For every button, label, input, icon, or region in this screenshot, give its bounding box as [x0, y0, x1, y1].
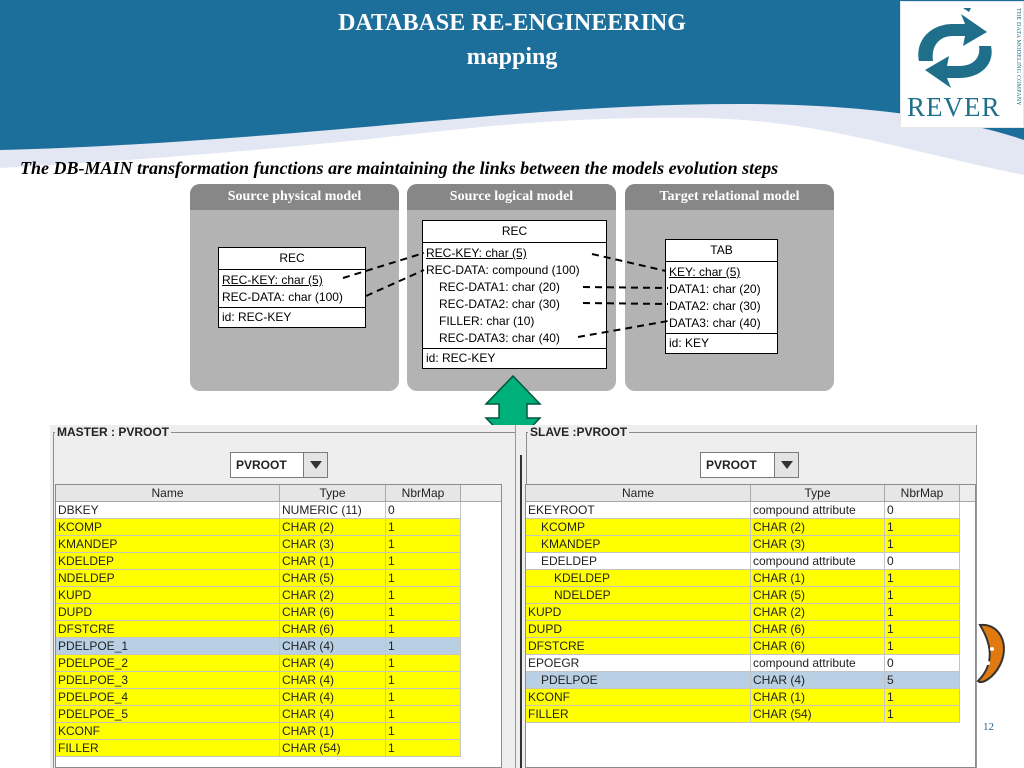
table-row[interactable]: [56, 553, 501, 570]
entity-identifier: id: REC-KEY: [222, 310, 292, 324]
table-row[interactable]: [526, 519, 975, 536]
cell-name: PDELPOE_1: [56, 638, 280, 655]
cell-name: NDELDEP: [56, 570, 280, 587]
cell-nbrmap: 1: [386, 638, 461, 655]
cell-nbrmap: 1: [386, 689, 461, 706]
slave-combo-button[interactable]: [774, 453, 798, 477]
table-row[interactable]: [56, 638, 501, 655]
cell-nbrmap: 1: [885, 689, 960, 706]
cell-type: CHAR (5): [280, 570, 386, 587]
cell-name: PDELPOE: [526, 672, 751, 689]
entity-name: TAB: [666, 240, 777, 262]
cell-name: KUPD: [526, 604, 751, 621]
cell-name: PDELPOE_3: [56, 672, 280, 689]
column-header-filler: [960, 485, 975, 502]
table-row[interactable]: [526, 570, 975, 587]
row-filler: [960, 706, 975, 723]
row-filler: [461, 502, 501, 519]
cell-name: DUPD: [56, 604, 280, 621]
slave-table-body: [526, 502, 975, 723]
cell-type: CHAR (2): [751, 604, 885, 621]
row-filler: [461, 536, 501, 553]
column-header-nbrmap[interactable]: NbrMap: [386, 485, 461, 502]
cell-name: DUPD: [526, 621, 751, 638]
entity-identifier: id: KEY: [669, 336, 710, 350]
cell-type: CHAR (4): [280, 638, 386, 655]
cell-name: NDELDEP: [526, 587, 751, 604]
cell-type: CHAR (3): [751, 536, 885, 553]
master-label: MASTER : PVROOT: [57, 425, 170, 439]
table-row[interactable]: [526, 553, 975, 570]
cell-type: CHAR (1): [280, 553, 386, 570]
cell-nbrmap: 1: [885, 587, 960, 604]
row-filler: [461, 553, 501, 570]
attribute-row: KEY: char (5): [669, 265, 741, 279]
table-row[interactable]: [56, 621, 501, 638]
row-filler: [461, 621, 501, 638]
master-table: [55, 484, 502, 768]
cell-nbrmap: 1: [386, 672, 461, 689]
cell-type: CHAR (4): [280, 672, 386, 689]
row-filler: [461, 689, 501, 706]
cell-name: KMANDEP: [526, 536, 751, 553]
cell-nbrmap: 1: [386, 570, 461, 587]
table-row[interactable]: [56, 519, 501, 536]
column-header-type[interactable]: Type: [751, 485, 885, 502]
table-row[interactable]: [56, 536, 501, 553]
cell-name: KCOMP: [56, 519, 280, 536]
cell-type: CHAR (54): [751, 706, 885, 723]
attribute-row: REC-KEY: char (5): [426, 246, 527, 260]
attribute-row: REC-DATA2: char (30): [439, 297, 560, 311]
table-row[interactable]: [526, 502, 975, 519]
table-row[interactable]: [526, 621, 975, 638]
row-filler: [960, 536, 975, 553]
row-filler: [461, 519, 501, 536]
panel-header: Source logical model: [407, 184, 616, 210]
slide-title: DATABASE RE-ENGINEERING: [338, 10, 686, 36]
table-row[interactable]: [526, 604, 975, 621]
slave-combo[interactable]: [700, 452, 799, 478]
master-combo[interactable]: [230, 452, 328, 478]
cell-nbrmap: 1: [386, 587, 461, 604]
table-header: [56, 485, 501, 502]
cell-nbrmap: 1: [885, 570, 960, 587]
cell-nbrmap: 5: [885, 672, 960, 689]
table-row[interactable]: [56, 689, 501, 706]
cell-type: compound attribute: [751, 502, 885, 519]
cell-name: EDELDEP: [526, 553, 751, 570]
cell-type: CHAR (6): [751, 621, 885, 638]
cell-name: KCONF: [526, 689, 751, 706]
cell-nbrmap: 1: [885, 536, 960, 553]
table-row[interactable]: [56, 587, 501, 604]
slave-combo-value: PVROOT: [706, 458, 757, 472]
cell-nbrmap: 1: [885, 621, 960, 638]
table-row[interactable]: [56, 604, 501, 621]
cell-nbrmap: 1: [885, 604, 960, 621]
cell-name: FILLER: [526, 706, 751, 723]
cell-nbrmap: 1: [386, 604, 461, 621]
cell-name: PDELPOE_5: [56, 706, 280, 723]
panel-header: Target relational model: [625, 184, 834, 210]
cell-nbrmap: 1: [386, 655, 461, 672]
cell-nbrmap: 1: [885, 706, 960, 723]
attribute-row: REC-DATA3: char (40): [439, 331, 560, 345]
panel-header: Source physical model: [190, 184, 399, 210]
slide-title-line2: mapping: [466, 44, 558, 70]
cell-nbrmap: 1: [386, 723, 461, 740]
cell-name: KCONF: [56, 723, 280, 740]
cell-type: CHAR (2): [751, 519, 885, 536]
cell-nbrmap: 1: [386, 740, 461, 757]
cell-type: CHAR (6): [280, 621, 386, 638]
cell-type: CHAR (5): [751, 587, 885, 604]
row-filler: [461, 706, 501, 723]
master-table-body: [56, 502, 501, 757]
cell-name: PDELPOE_2: [56, 655, 280, 672]
table-row[interactable]: [526, 638, 975, 655]
cell-nbrmap: 0: [885, 655, 960, 672]
butterfly-decoration-icon: [970, 615, 1024, 695]
row-filler: [461, 638, 501, 655]
row-filler: [960, 570, 975, 587]
column-header-name[interactable]: Name: [526, 485, 751, 502]
cell-type: CHAR (1): [280, 723, 386, 740]
cell-type: CHAR (2): [280, 519, 386, 536]
dropdown-arrow-icon: [310, 461, 322, 469]
row-filler: [960, 587, 975, 604]
row-filler: [960, 519, 975, 536]
master-combo-button[interactable]: [303, 453, 327, 477]
attribute-row: DATA3: char (40): [669, 316, 761, 330]
cell-type: CHAR (1): [751, 570, 885, 587]
cell-nbrmap: 1: [386, 706, 461, 723]
master-group: [50, 425, 516, 768]
entity-identifier: id: REC-KEY: [426, 351, 496, 365]
column-header-name[interactable]: Name: [56, 485, 280, 502]
cell-nbrmap: 1: [885, 638, 960, 655]
slave-group: [523, 425, 977, 768]
split-divider-line: [520, 455, 522, 768]
row-filler: [461, 570, 501, 587]
cell-type: CHAR (3): [280, 536, 386, 553]
attribute-row: DATA2: char (30): [669, 299, 761, 313]
cell-type: compound attribute: [751, 655, 885, 672]
column-header-nbrmap[interactable]: NbrMap: [885, 485, 960, 502]
table-row[interactable]: [526, 706, 975, 723]
attribute-row: REC-DATA: char (100): [222, 290, 343, 304]
dropdown-arrow-icon: [781, 461, 793, 469]
cell-nbrmap: 0: [885, 502, 960, 519]
attribute-row: REC-KEY: char (5): [222, 273, 323, 287]
cell-type: CHAR (1): [751, 689, 885, 706]
row-filler: [461, 604, 501, 621]
table-row[interactable]: [526, 672, 975, 689]
cell-name: FILLER: [56, 740, 280, 757]
cell-type: CHAR (54): [280, 740, 386, 757]
row-filler: [461, 587, 501, 604]
table-row[interactable]: [56, 723, 501, 740]
entity-name: REC: [423, 221, 606, 243]
column-header-type[interactable]: Type: [280, 485, 386, 502]
slave-label: SLAVE :PVROOT: [530, 425, 628, 439]
cell-nbrmap: 1: [386, 519, 461, 536]
cell-type: CHAR (6): [280, 604, 386, 621]
row-filler: [461, 672, 501, 689]
cell-name: DFSTCRE: [56, 621, 280, 638]
table-row[interactable]: [56, 672, 501, 689]
cell-name: DBKEY: [56, 502, 280, 519]
rever-logo-word: REVER: [907, 92, 1001, 122]
cell-name: PDELPOE_4: [56, 689, 280, 706]
cell-nbrmap: 0: [885, 553, 960, 570]
cell-nbrmap: 0: [386, 502, 461, 519]
cell-name: KUPD: [56, 587, 280, 604]
table-row[interactable]: [526, 655, 975, 672]
row-filler: [960, 553, 975, 570]
cell-type: CHAR (6): [751, 638, 885, 655]
table-row[interactable]: [56, 655, 501, 672]
cell-name: KDELDEP: [56, 553, 280, 570]
cell-type: CHAR (2): [280, 587, 386, 604]
cell-name: KDELDEP: [526, 570, 751, 587]
page-number: 12: [983, 721, 994, 733]
row-filler: [461, 723, 501, 740]
table-row[interactable]: [56, 740, 501, 757]
table-row[interactable]: [56, 502, 501, 519]
cell-nbrmap: 1: [386, 536, 461, 553]
attribute-row: FILLER: char (10): [439, 314, 535, 328]
table-row[interactable]: [56, 570, 501, 587]
cell-nbrmap: 1: [386, 621, 461, 638]
cell-type: CHAR (4): [280, 706, 386, 723]
cell-name: KMANDEP: [56, 536, 280, 553]
table-row[interactable]: [526, 536, 975, 553]
table-row[interactable]: [56, 706, 501, 723]
rever-logo-tagline: THE DATA MODELING COMPANY: [1015, 8, 1021, 106]
slide-subtitle: The DB-MAIN transformation functions are maintaining the links between the models evolution steps: [20, 158, 779, 178]
cell-type: CHAR (4): [280, 689, 386, 706]
cell-nbrmap: 1: [386, 553, 461, 570]
cell-nbrmap: 1: [885, 519, 960, 536]
entity-name: REC: [219, 248, 365, 270]
cell-type: NUMERIC (11): [280, 502, 386, 519]
cell-name: EKEYROOT: [526, 502, 751, 519]
row-filler: [461, 655, 501, 672]
master-combo-value: PVROOT: [236, 458, 287, 472]
cell-type: CHAR (4): [280, 655, 386, 672]
cell-name: EPOEGR: [526, 655, 751, 672]
cell-name: KCOMP: [526, 519, 751, 536]
row-filler: [960, 502, 975, 519]
cell-type: compound attribute: [751, 553, 885, 570]
attribute-row: REC-DATA1: char (20): [439, 280, 560, 294]
slave-table: [525, 484, 976, 768]
table-row[interactable]: [526, 689, 975, 706]
row-filler: [461, 740, 501, 757]
column-header-filler: [461, 485, 501, 502]
cell-name: DFSTCRE: [526, 638, 751, 655]
attribute-row: REC-DATA: compound (100): [426, 263, 580, 277]
table-header: [526, 485, 975, 502]
cell-type: CHAR (4): [751, 672, 885, 689]
attribute-row: DATA1: char (20): [669, 282, 761, 296]
table-row[interactable]: [526, 587, 975, 604]
